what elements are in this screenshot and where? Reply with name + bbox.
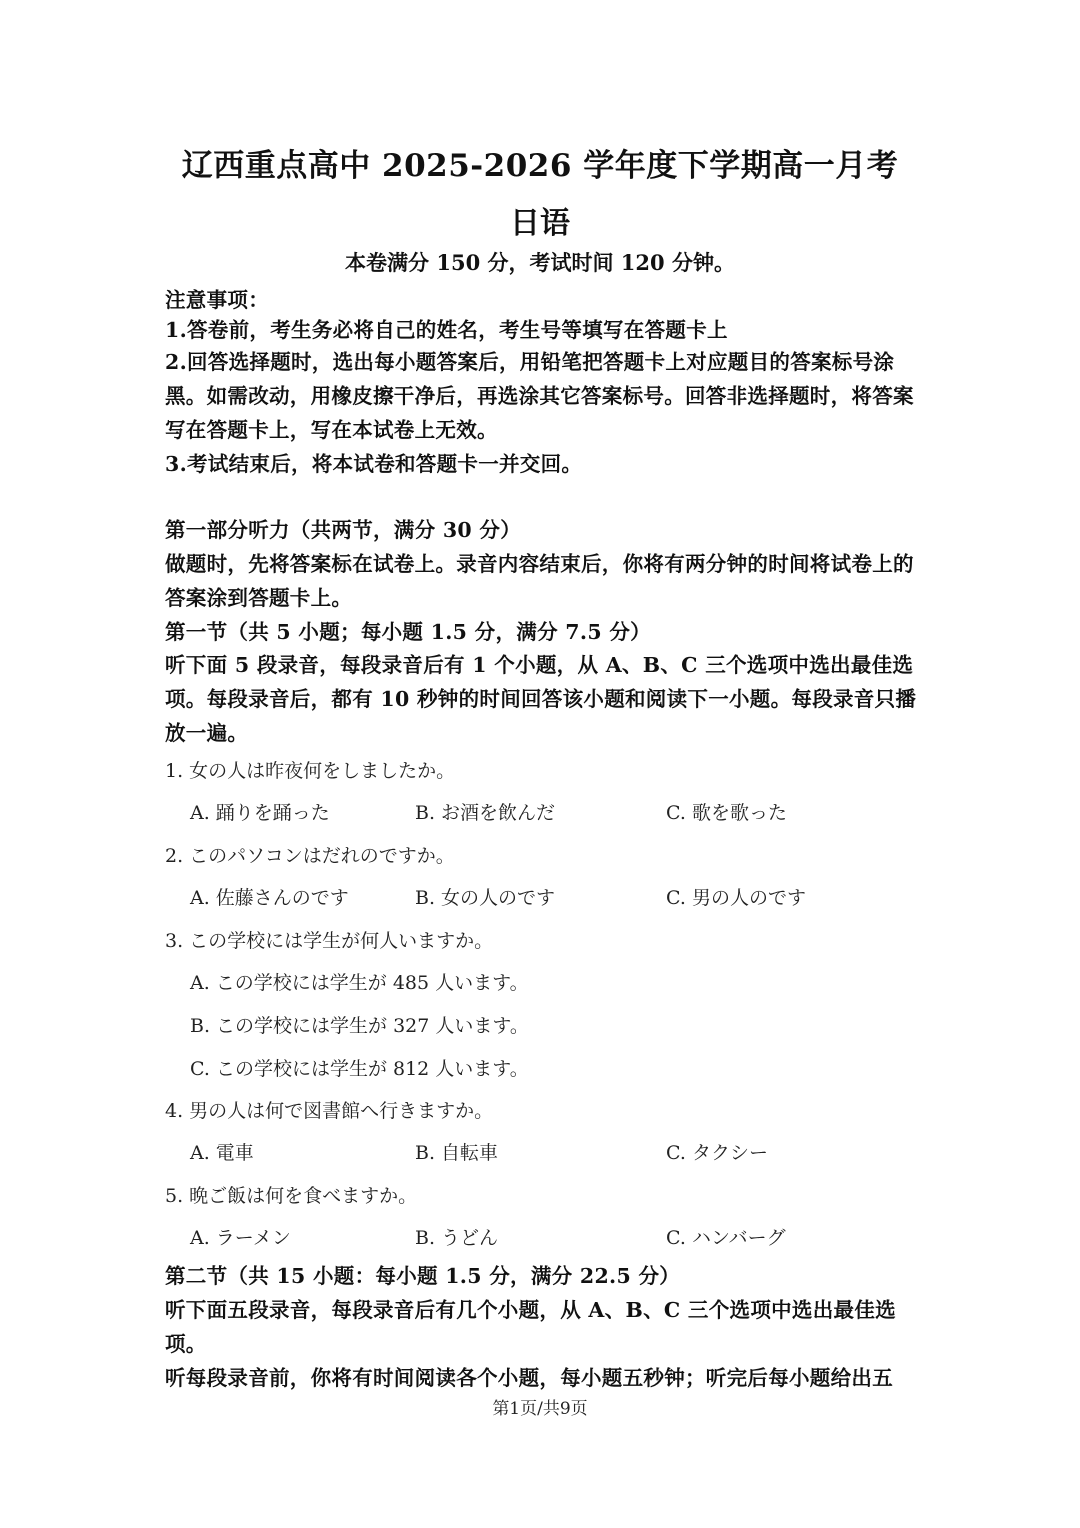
q5-option-c: C. ハンバーグ [666, 1227, 786, 1249]
q1-option-c: C. 歌を歌った [666, 802, 787, 824]
notes-item-1: 1.答卷前，考生务必将自己的姓名，考生号等填写在答题卡上 [165, 318, 728, 342]
notes-item-2: 2.回答选择题时，选出每小题答案后，用铅笔把答题卡上对应题目的答案标号涂黑。如需改动，用橡皮擦干净后，再选涂其它答案标号。回答非选择题时，将答案写在答题卡上，写在本试卷上无效。 [165, 350, 914, 442]
q4-option-a: A. 電車 [190, 1142, 254, 1164]
q4-option-c: C. タクシー [666, 1142, 768, 1164]
q5-option-b: B. うどん [415, 1227, 499, 1249]
question-3: 3. この学校には学生が何人いますか。 [165, 930, 494, 952]
part1-heading: 第一部分听力（共两节，满分 30 分） [165, 518, 522, 542]
section2-instruction-2: 听每段录音前，你将有时间阅读各个小题，每小题五秒钟；听完后每小题给出五 [165, 1366, 893, 1390]
page-number: 第1页/共9页 [492, 1399, 588, 1419]
q2-option-c: C. 男の人のです [666, 887, 806, 909]
q2-option-a: A. 佐藤さんのです [190, 887, 349, 909]
question-4: 4. 男の人は何で図書館へ行きますか。 [165, 1100, 494, 1122]
section2-heading: 第二节（共 15 小题：每小题 1.5 分，满分 22.5 分） [165, 1264, 681, 1288]
subject-title: 日语 [510, 206, 570, 241]
question-1: 1. 女の人は昨夜何をしましたか。 [165, 760, 456, 782]
exam-title: 辽西重点高中 2025-2026 学年度下学期高一月考 [181, 148, 899, 184]
q3-option-c: C. この学校には学生が 812 人います。 [190, 1058, 529, 1080]
score-time-line: 本卷满分 150 分，考试时间 120 分钟。 [345, 250, 735, 275]
q2-option-b: B. 女の人のです [415, 887, 556, 909]
q4-option-b: B. 自転車 [415, 1142, 499, 1164]
notes-heading: 注意事项： [165, 288, 269, 312]
section1-instruction: 听下面 5 段录音，每段录音后有 1 个小题，从 A、B、C 三个选项中选出最佳选项。每段录音后，都有 10 秒钟的时间回答该小题和阅读下一小题。每段录音只播放一遍。 [165, 653, 917, 745]
question-2: 2. このパソコンはだれのですか。 [165, 845, 455, 867]
notes-item-3: 3.考试结束后，将本试卷和答题卡一并交回。 [165, 452, 583, 476]
section1-heading: 第一节（共 5 小题；每小题 1.5 分，满分 7.5 分） [165, 620, 651, 644]
q5-option-a: A. ラーメン [190, 1227, 291, 1249]
question-5: 5. 晩ご飯は何を食べますか。 [165, 1185, 418, 1207]
section2-instruction-1: 听下面五段录音，每段录音后有几个小题，从 A、B、C 三个选项中选出最佳选项。 [165, 1298, 896, 1356]
q3-option-a: A. この学校には学生が 485 人います。 [190, 972, 529, 994]
q1-option-b: B. お酒を飲んだ [415, 802, 556, 824]
q1-option-a: A. 踊りを踊った [190, 802, 330, 824]
part1-instruction: 做题时，先将答案标在试卷上。录音内容结束后，你将有两分钟的时间将试卷上的答案涂到答题卡上。 [165, 552, 914, 610]
q3-option-b: B. この学校には学生が 327 人います。 [190, 1015, 529, 1037]
